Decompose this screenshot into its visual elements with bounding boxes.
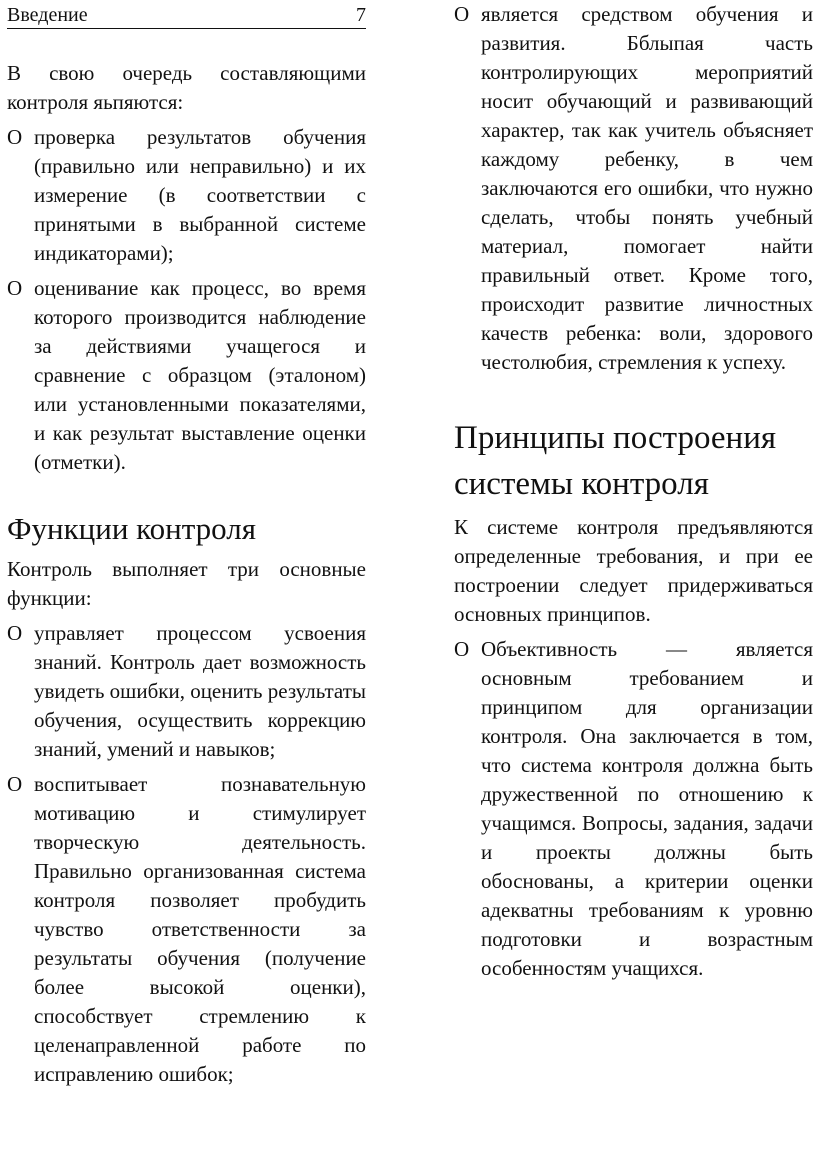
section-intro: К системе контроля предъявляются определенные требования, и при ее построении следует придерживаться основных принципов. <box>454 515 813 626</box>
intro-paragraph: В свою очередь составляющими контроля яьпяются: <box>7 61 366 114</box>
bullet-marker: O <box>7 772 23 796</box>
section-heading-principles: Принципы построения системы контроля <box>454 420 777 502</box>
list-item-text: Объективность — является основным требованием и принципом для организации контроля. Она заключается в том, что система контроля должна быть дружественной по отношению к учащимся. Вопросы, задания, задачи и проекты должны быть обоснованы, а критерии оценки адекватны требованиям к уровню подготовки и возрастным особенностям учащихся. <box>481 637 813 980</box>
page-number: 7 <box>356 4 366 26</box>
list-item <box>7 123 366 268</box>
section-heading-functions: Функции контроля <box>7 511 256 546</box>
running-header-title: Введение <box>7 4 88 26</box>
list-item <box>454 0 813 377</box>
list-item-text: является средством обучения и развития. Бблыпая часть контролирующих мероприятий носит обучающий и развивающий характер, так как учитель объясняет каждому ребенку, в чем заключаются его ошибки, что нужно сделать, чтобы понять учебный материал, помогает найти правильный ответ. Кроме того, происходит развитие личностных качеств ребенка: воли, здорового честолюбия, стремления к успеху. <box>481 2 813 374</box>
bullet-marker: O <box>7 276 23 300</box>
bullet-marker: O <box>7 621 23 645</box>
list-item-text: воспитывает познавательную мотивацию и стимулирует творческую деятельность. Правильно организованная система контроля позволяет пробудить чувство ответственности за результаты обучения (получение более высокой оценки), способствует стремлению к целенаправленной работе по исправлению ошибок; <box>34 772 366 1086</box>
bullet-marker: O <box>454 637 470 661</box>
list-item <box>7 274 366 477</box>
section-intro: Контроль выполняет три основные функции: <box>7 557 366 610</box>
right-column <box>454 0 813 989</box>
bullet-marker: O <box>7 125 23 149</box>
list-item-text: проверка результатов обучения (правильно или неправильно) и их измерение (в соответствии с принятыми в выбранной системе индикаторами); <box>34 125 366 265</box>
running-header <box>7 2 366 29</box>
functions-list <box>7 619 366 1089</box>
list-item <box>7 770 366 1089</box>
list-item <box>454 635 813 983</box>
list-item-text: оценивание как процесс, во время которого производится наблюдение за действиями учащегося и сравнение с образцом (эталоном) или установленными показателями, и как результат выставление оценки (отметки). <box>34 276 366 474</box>
list-item <box>7 619 366 764</box>
list-item-text: управляет процессом усвоения знаний. Контроль дает возможность увидеть ошибки, оценить результаты обучения, осуществить коррекцию знаний, умений и навыков; <box>34 621 367 761</box>
principles-list <box>454 635 813 983</box>
left-column <box>7 0 366 1095</box>
bullet-marker: O <box>454 2 470 26</box>
functions-list-continued <box>454 0 813 377</box>
control-components-list <box>7 123 366 477</box>
